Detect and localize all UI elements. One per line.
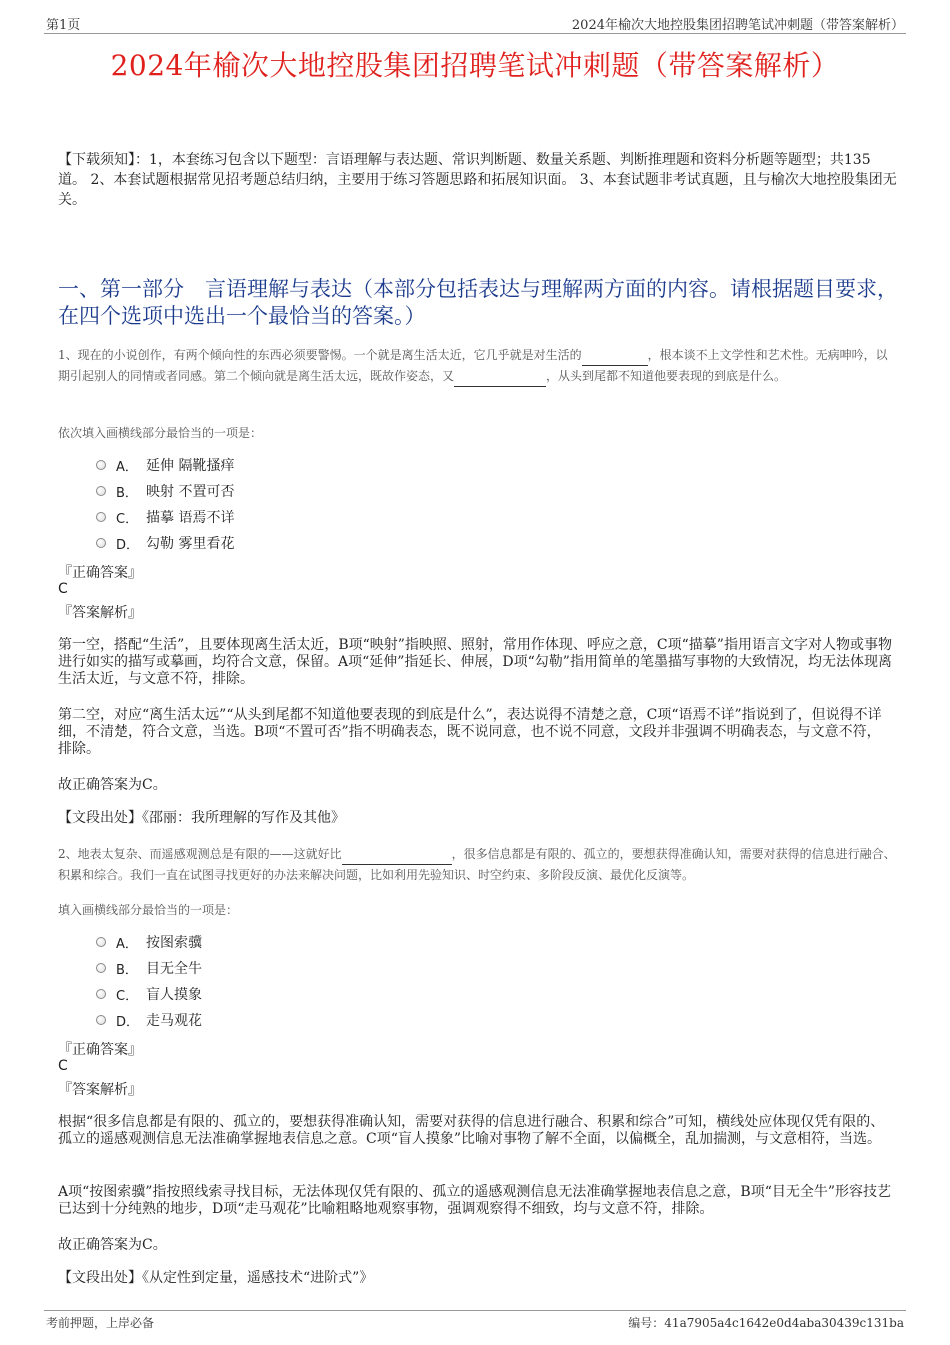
footer-serial-number: 编号：41a7905a4c1642e0d4aba30439c131ba xyxy=(628,1316,904,1330)
download-notice: 【下载须知】：1，本套练习包含以下题型：言语理解与表达题、常识判断题、数量关系题、判断推理题和资料分析题等题型；共135道。 2、本套试题根据常见招考题总结归纳，主要用于练习答题思路和拓展知识面。 3、本套试题非考试真题，且与榆次大地控股集团无关。 xyxy=(58,152,897,208)
question-1-options xyxy=(96,452,234,556)
question-1-option-b[interactable] xyxy=(96,478,234,504)
option-text: 按图索骥 xyxy=(146,935,202,951)
option-key: B． xyxy=(116,485,138,501)
option-key: B． xyxy=(116,962,138,978)
radio-icon[interactable] xyxy=(96,538,106,548)
question-2-option-a[interactable] xyxy=(96,929,202,955)
radio-icon[interactable] xyxy=(96,1015,106,1025)
section-heading: 一、第一部分 言语理解与表达（本部分包括表达与理解两方面的内容。请根据题目要求，在四个选项中选出一个最恰当的答案。） xyxy=(58,277,898,328)
option-key: A． xyxy=(116,936,138,952)
question-1-answer: C xyxy=(58,581,68,597)
question-1-conclusion: 故正确答案为C。 xyxy=(58,777,167,793)
question-2-answer: C xyxy=(58,1058,68,1074)
radio-icon[interactable] xyxy=(96,486,106,496)
question-2-option-c[interactable] xyxy=(96,981,202,1007)
option-key: D． xyxy=(116,1014,140,1030)
radio-icon[interactable] xyxy=(96,989,106,999)
question-2-analysis-p2: A项“按图索骥”指按照线索寻找目标，无法体现仅凭有限的、孤立的遥感观测信息无法准确掌握地表信息之意，B项“目无全牛”形容技艺已达到十分纯熟的地步，D项“走马观花”比喻粗略地观察事物，强调观察得不细致，均与文意不符，排除。 xyxy=(58,1184,892,1217)
question-1-prompt: 依次填入画横线部分最恰当的一项是： xyxy=(58,426,263,440)
question-1-blank-2 xyxy=(454,366,546,387)
option-key: C． xyxy=(116,511,139,527)
question-2-analysis-label: 『答案解析』 xyxy=(58,1082,142,1098)
question-2-text xyxy=(58,844,898,885)
option-text: 描摹 语焉不详 xyxy=(146,510,235,526)
question-1-blank-1 xyxy=(582,345,648,366)
option-text: 目无全牛 xyxy=(146,961,202,977)
option-text: 勾勒 雾里看花 xyxy=(146,536,235,552)
option-text: 映射 不置可否 xyxy=(146,484,235,500)
question-1-text-part1: 1、现在的小说创作，有两个倾向性的东西必须要警惕。一个就是离生活太近，它几乎就是对生活的 xyxy=(58,348,582,362)
radio-icon[interactable] xyxy=(96,937,106,947)
radio-icon[interactable] xyxy=(96,460,106,470)
question-1-source: 【文段出处】《邵丽：我所理解的写作及其他》 xyxy=(58,810,345,826)
question-1-correct-answer-label: 『正确答案』 xyxy=(58,565,142,581)
question-2-correct-answer-label: 『正确答案』 xyxy=(58,1042,142,1058)
question-2-option-b[interactable] xyxy=(96,955,202,981)
question-2-text-part2: ，很多信息都是有限的、孤立的，要想获得准确认知，需要对获得的信息进行融合、积累和综合。我们一直在试图寻找更好的办法来解决问题，比如利用先验知识、时空约束、多阶段反演、最优化反演等。 xyxy=(58,847,896,882)
question-2-option-d[interactable] xyxy=(96,1007,202,1033)
header-doc-title: 2024年榆次大地控股集团招聘笔试冲刺题（带答案解析） xyxy=(571,18,904,33)
radio-icon[interactable] xyxy=(96,512,106,522)
option-text: 盲人摸象 xyxy=(146,987,202,1003)
question-1-option-c[interactable] xyxy=(96,504,234,530)
option-key: A． xyxy=(116,459,138,475)
option-key: D． xyxy=(116,537,140,553)
question-1-option-d[interactable] xyxy=(96,530,234,556)
question-2-analysis-p1: 根据“很多信息都是有限的、孤立的，要想获得准确认知，需要对获得的信息进行融合、积累和综合”可知，横线处应体现仅凭有限的、孤立的遥感观测信息无法准确掌握地表信息之意。C项“盲人摸象”比喻对事物了解不全面，以偏概全，乱加揣测，与文意相符，当选。 xyxy=(58,1114,885,1147)
question-2-source: 【文段出处】《从定性到定量，遥感技术“进阶式”》 xyxy=(58,1270,374,1286)
question-2-blank xyxy=(342,844,452,865)
option-text: 走马观花 xyxy=(146,1013,202,1029)
question-1-text-part3: ，从头到尾都不知道他要表现的到底是什么。 xyxy=(546,369,787,383)
question-1-analysis-p1: 第一空，搭配“生活”，且要体现离生活太近，B项“映射”指映照、照射，常用作体现、呼应之意，C项“描摹”指用语言文字对人物或事物进行如实的描写或摹画，均符合文意，保留。A项“延伸”指延长、伸展，D项“勾勒”指用简单的笔墨描写事物的大致情况，均无法体现离生活太近，与文意不符，排除。 xyxy=(58,637,892,687)
question-2-options xyxy=(96,929,202,1033)
option-text: 延伸 隔靴搔痒 xyxy=(146,458,235,474)
question-1-analysis-p2: 第二空，对应“离生活太远”“从头到尾都不知道他要表现的到底是什么”，表达说得不清楚之意，C项“语焉不详”指说到了，但说得不详细，不清楚，符合文意，当选。B项“不置可否”指不明确表态，既不说同意，也不说不同意，文段并非强调不明确表态，与文意不符，排除。 xyxy=(58,707,882,757)
question-1-text-part2: ，根本谈不上文学性和艺术性。无病呻吟，以期引起别人的同情或者同感。第二个倾向就是离生活太远，既故作姿态，又 xyxy=(58,348,888,383)
page-title: 2024年榆次大地控股集团招聘笔试冲刺题（带答案解析） xyxy=(110,49,840,82)
radio-icon[interactable] xyxy=(96,963,106,973)
question-2-text-part1: 2、地表太复杂、而遥感观测总是有限的——这就好比 xyxy=(58,847,342,861)
header-divider xyxy=(44,33,906,34)
question-2-prompt: 填入画横线部分最恰当的一项是： xyxy=(58,903,239,917)
question-1-text xyxy=(58,345,898,387)
question-1-analysis-label: 『答案解析』 xyxy=(58,605,142,621)
question-2-conclusion: 故正确答案为C。 xyxy=(58,1237,167,1253)
question-1-option-a[interactable] xyxy=(96,452,234,478)
page-number: 第1页 xyxy=(46,18,81,33)
option-key: C． xyxy=(116,988,139,1004)
footer-slogan: 考前押题，上岸必备 xyxy=(46,1316,155,1330)
footer-divider xyxy=(44,1310,906,1311)
